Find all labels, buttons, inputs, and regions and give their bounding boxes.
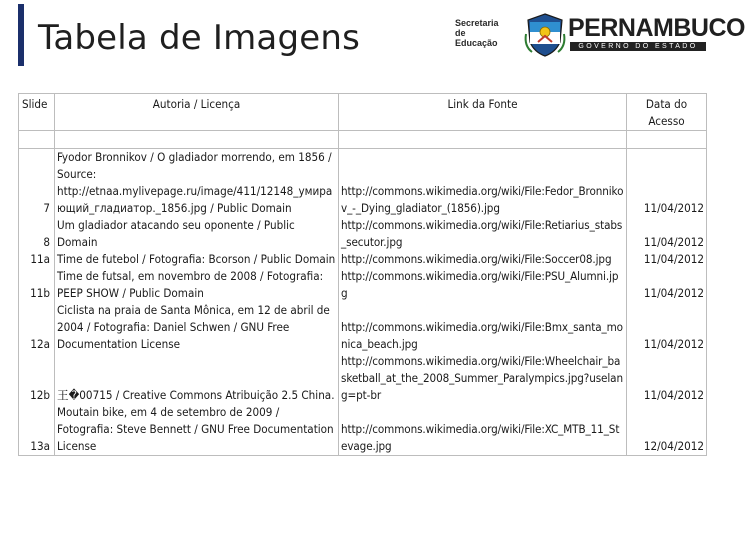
cell-autoria: Moutain bike, em 4 de setembro de 2009 / Fotografia: Steve Bennett / GNU Free Documentation License [55, 404, 339, 456]
cell-autoria: Ciclista na praia de Santa Mônica, em 12 de abril de 2004 / Fotografia: Daniel Schwen / GNU Free Documentation License [55, 302, 339, 353]
spacer-cell [339, 131, 627, 149]
table-row [19, 404, 707, 456]
spacer-cell [19, 131, 55, 149]
cell-data: 11/04/2012 [627, 353, 707, 404]
cell-link[interactable]: http://commons.wikimedia.org/wiki/File:Fedor_Bronnikov_-_Dying_gladiator_(1856).jpg [339, 149, 627, 218]
cell-link[interactable]: http://commons.wikimedia.org/wiki/File:Soccer08.jpg [339, 251, 627, 268]
cell-data: 12/04/2012 [627, 404, 707, 456]
table-row [19, 302, 707, 353]
image-sources-table [18, 93, 707, 456]
cell-data: 11/04/2012 [627, 302, 707, 353]
cell-autoria: Fyodor Bronnikov / O gladiador morrendo, em 1856 / Source: http://etnaa.mylivepage.ru/image/411/12148_умирающий_гладиатор._1856.jpg / Public Domain [55, 149, 339, 218]
cell-slide: 12a [19, 302, 55, 353]
table-header-row [19, 94, 707, 131]
cell-link[interactable]: http://commons.wikimedia.org/wiki/File:Bmx_santa_monica_beach.jpg [339, 302, 627, 353]
table-row [19, 268, 707, 302]
cell-slide: 13a [19, 404, 55, 456]
column-header-slide: Slide [19, 94, 55, 131]
table-spacer-row [19, 131, 707, 149]
cell-link[interactable]: http://commons.wikimedia.org/wiki/File:PSU_Alumni.jpg [339, 268, 627, 302]
spacer-cell [55, 131, 339, 149]
cell-data: 11/04/2012 [627, 217, 707, 251]
cell-link[interactable]: http://commons.wikimedia.org/wiki/File:Retiarius_stabs_secutor.jpg [339, 217, 627, 251]
table-row [19, 353, 707, 404]
column-header-link: Link da Fonte [339, 94, 627, 131]
cell-slide: 12b [19, 353, 55, 404]
cell-data: 11/04/2012 [627, 251, 707, 268]
page-title: Tabela de Imagens [38, 18, 361, 58]
cell-data: 11/04/2012 [627, 149, 707, 218]
table-row [19, 251, 707, 268]
cell-slide: 8 [19, 217, 55, 251]
column-header-autoria: Autoria / Licença [55, 94, 339, 131]
cell-slide: 11b [19, 268, 55, 302]
secretaria-line-3: Educação [455, 38, 498, 48]
cell-link[interactable]: http://commons.wikimedia.org/wiki/File:Wheelchair_basketball_at_the_2008_Summer_Paralympics.jpg?uselang=pt-br [339, 353, 627, 404]
slide-header [0, 0, 745, 70]
cell-autoria: Time de futsal, em novembro de 2008 / Fotografia: PEEP SHOW / Public Domain [55, 268, 339, 302]
table-row [19, 149, 707, 218]
state-seal-icon [524, 12, 566, 58]
brand-subtitle: GOVERNO DO ESTADO [570, 42, 706, 51]
cell-autoria: Time de futebol / Fotografia: Bcorson / Public Domain [55, 251, 339, 268]
secretaria-line-2: de [455, 28, 466, 38]
cell-slide: 7 [19, 149, 55, 218]
secretaria-label [455, 18, 521, 48]
cell-slide: 11a [19, 251, 55, 268]
cell-autoria: Um gladiador atacando seu oponente / Public Domain [55, 217, 339, 251]
accent-bar [18, 4, 24, 66]
table-row [19, 217, 707, 251]
cell-data: 11/04/2012 [627, 268, 707, 302]
secretaria-line-1: Secretaria [455, 18, 499, 28]
cell-autoria: 王�00715 / Creative Commons Atribuição 2.5 China. [55, 353, 339, 404]
cell-link[interactable]: http://commons.wikimedia.org/wiki/File:XC_MTB_11_Stevage.jpg [339, 404, 627, 456]
brand-name: PERNAMBUCO [568, 14, 745, 42]
column-header-data: Data do Acesso [627, 94, 707, 131]
spacer-cell [627, 131, 707, 149]
